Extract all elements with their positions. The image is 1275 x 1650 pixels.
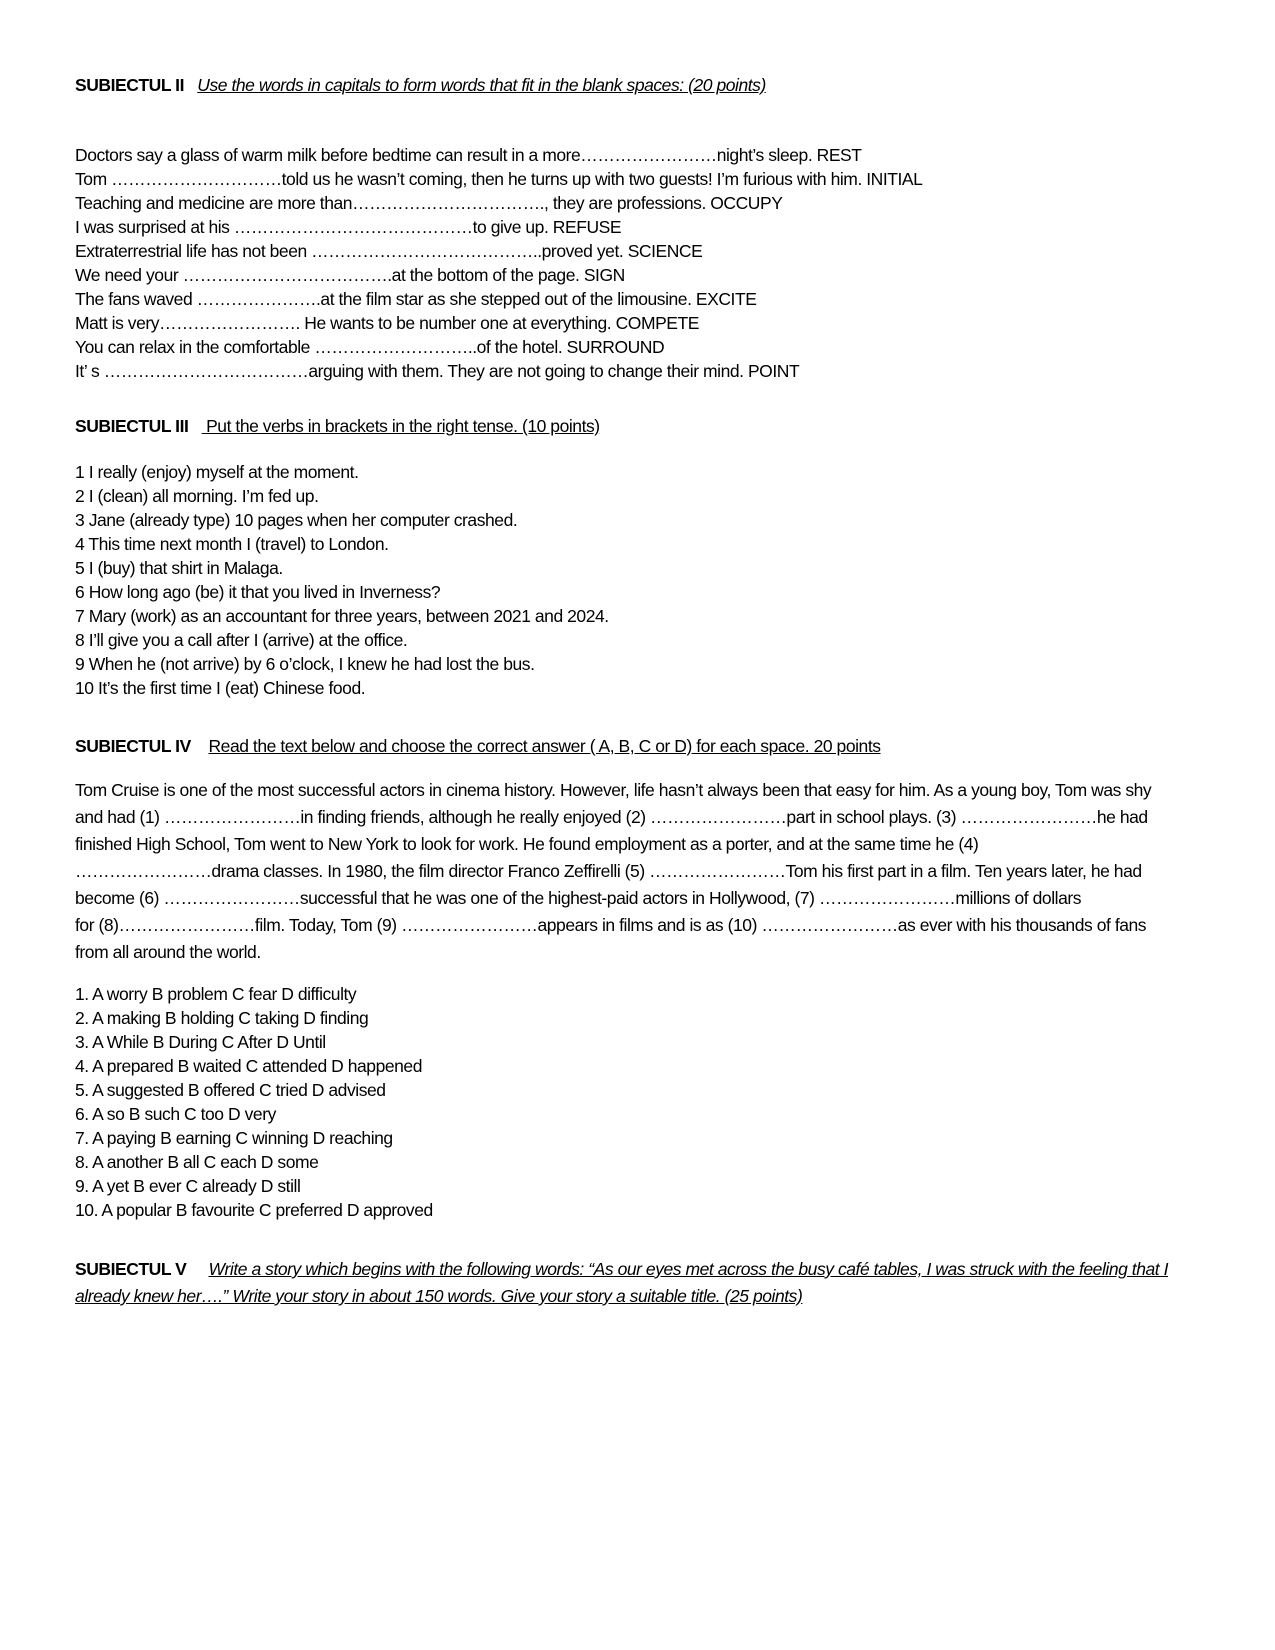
section-3-label: SUBIECTUL III (75, 416, 189, 436)
list-item: 2 I (clean) all morning. I’m fed up. (75, 486, 319, 506)
list-item: 7. A paying B earning C winning D reaching (75, 1128, 393, 1148)
section-2-label: SUBIECTUL II (75, 75, 185, 95)
section-3-items (75, 460, 1210, 700)
list-item: You can relax in the comfortable ………………………..of the hotel. SURROUND (75, 337, 665, 357)
list-item: 9 When he (not arrive) by 6 o’clock, I knew he had lost the bus. (75, 654, 535, 674)
section-4-options (75, 982, 1210, 1222)
list-item: 3 Jane (already type) 10 pages when her computer crashed. (75, 510, 518, 530)
section-3-instruction: Put the verbs in brackets in the right tense. (10 points) (201, 416, 600, 436)
passage-line: for (8)……………………film. Today, Tom (9) ……………………appears in films and is as (10) ……………………as ever with his thousands of fans (75, 915, 1147, 935)
list-item: 10 It’s the first time I (eat) Chinese food. (75, 678, 366, 698)
list-item: 1 I really (enjoy) myself at the moment. (75, 462, 359, 482)
section-4-passage (75, 777, 1210, 966)
list-item: Extraterrestrial life has not been …………………………………..proved yet. SCIENCE (75, 241, 703, 261)
list-item: 4 This time next month I (travel) to London. (75, 534, 389, 554)
list-item: Tom …………………………told us he wasn’t coming, then he turns up with two guests! I’m furious with him. INITIAL (75, 169, 923, 189)
section-2-items (75, 143, 1210, 383)
list-item: 2. A making B holding C taking D finding (75, 1008, 369, 1028)
list-item: 5. A suggested B offered C tried D advised (75, 1080, 386, 1100)
passage-line: and had (1) ……………………in finding friends, although he really enjoyed (2) ……………………part in school plays. (3) ……………………he had (75, 807, 1148, 827)
list-item: 3. A While B During C After D Until (75, 1032, 326, 1052)
passage-line: ……………………drama classes. In 1980, the film director Franco Zeffirelli (5) ……………………Tom his first part in a film. Ten years later, he had (75, 861, 1142, 881)
list-item: Doctors say a glass of warm milk before bedtime can result in a more……………………night’s sleep. REST (75, 145, 862, 165)
list-item: 1. A worry B problem C fear D difficulty (75, 984, 357, 1004)
list-item: 6 How long ago (be) it that you lived in Inverness? (75, 582, 441, 602)
passage-line: become (6) ……………………successful that he was one of the highest-paid actors in Hollywood, (7) ……………………millions of dollars (75, 888, 1082, 908)
section-2-instruction: Use the words in capitals to form words that fit in the blank spaces: (20 points) (197, 75, 766, 95)
section-4-heading (75, 734, 1210, 758)
section-4-instruction: Read the text below and choose the correct answer ( A, B, C or D) for each space. 20 points (208, 736, 881, 756)
passage-line: from all around the world. (75, 942, 261, 962)
list-item: It’ s ………………………………arguing with them. They are not going to change their mind. POINT (75, 361, 800, 381)
list-item: Teaching and medicine are more than……………………………., they are professions. OCCUPY (75, 193, 783, 213)
section-5-label: SUBIECTUL V (75, 1259, 187, 1279)
list-item: 10. A popular B favourite C preferred D approved (75, 1200, 433, 1220)
list-item: I was surprised at his ……………………………………to give up. REFUSE (75, 217, 622, 237)
list-item: We need your ……………………………….at the bottom of the page. SIGN (75, 265, 625, 285)
list-item: 4. A prepared B waited C attended D happened (75, 1056, 422, 1076)
section-5-heading (75, 1256, 1210, 1310)
list-item: The fans waved ………………….at the film star as she stepped out of the limousine. EXCITE (75, 289, 757, 309)
section-2-heading (75, 73, 1210, 97)
section-5-instruction: Write a story which begins with the following words: “As our eyes met across the busy café tables, I was struck with the feeling that I already knew her….” Write your story in about 150 words. Give your story a suitable title. (25 points) (75, 1259, 1169, 1306)
list-item: 8 I’ll give you a call after I (arrive) at the office. (75, 630, 408, 650)
passage-line: Tom Cruise is one of the most successful actors in cinema history. However, life hasn’t always been that easy for him. As a young boy, Tom was shy (75, 780, 1152, 800)
list-item: 6. A so B such C too D very (75, 1104, 276, 1124)
section-3-heading (75, 414, 1210, 438)
list-item: 5 I (buy) that shirt in Malaga. (75, 558, 283, 578)
list-item: Matt is very……………………. He wants to be number one at everything. COMPETE (75, 313, 699, 333)
section-4-label: SUBIECTUL IV (75, 736, 191, 756)
passage-line: finished High School, Tom went to New York to look for work. He found employment as a porter, and at the same time he (4) (75, 834, 979, 854)
list-item: 7 Mary (work) as an accountant for three years, between 2021 and 2024. (75, 606, 609, 626)
list-item: 8. A another B all C each D some (75, 1152, 319, 1172)
list-item: 9. A yet B ever C already D still (75, 1176, 301, 1196)
